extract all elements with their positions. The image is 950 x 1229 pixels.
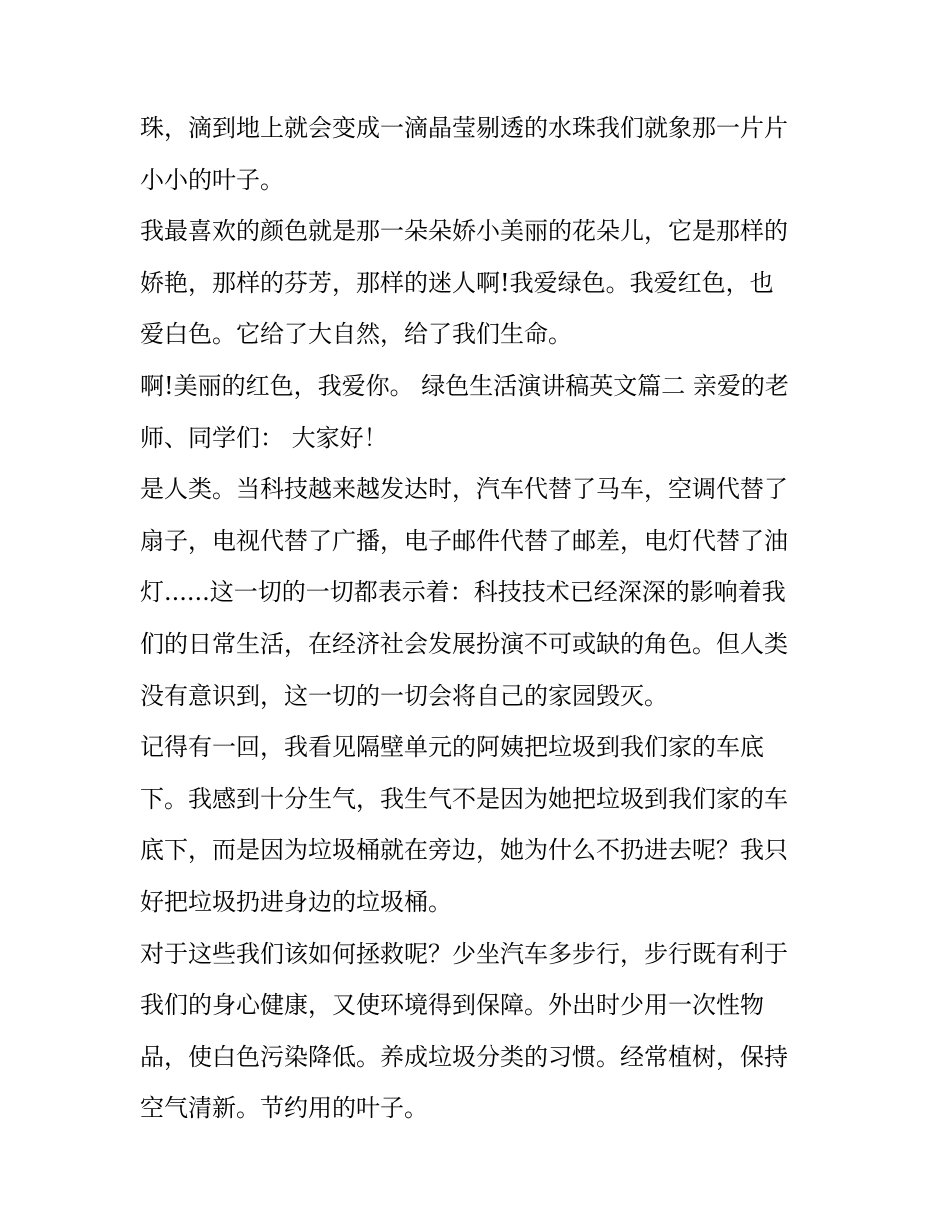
text-line: 记得有一回，我看见隔壁单元的阿姨把垃圾到我们家的车底 [140, 733, 764, 762]
text-line: 珠，滴到地上就会变成一滴晶莹剔透的水珠我们就象那一片片 [140, 114, 788, 142]
text-line: 我最喜欢的颜色就是那一朵朵娇小美丽的花朵儿，它是那样的 [140, 217, 788, 246]
text-line: 小小的叶子。 [140, 165, 284, 194]
text-line: 好把垃圾扔进身边的垃圾桶。 [140, 887, 452, 916]
text-line: 啊!美丽的红色，我爱你。 绿色生活演讲稿英文篇二 亲爱的老 [140, 371, 789, 400]
text-line: 空气清新。节约用的叶子。 [140, 1094, 428, 1123]
text-line: 我们的身心健康，又使环境得到保障。外出时少用一次性物 [140, 991, 764, 1020]
text-line: 对于这些我们该如何拯救呢？少坐汽车多步行，步行既有利于 [140, 939, 788, 968]
body-text [140, 103, 820, 1135]
text-line: 灯......这一切的一切都表示着：科技技术已经深深的影响着我 [140, 578, 786, 607]
text-line: 底下，而是因为垃圾桶就在旁边，她为什么不扔进去呢？我只 [140, 836, 788, 865]
text-line: 下。我感到十分生气，我生气不是因为她把垃圾到我们家的车 [140, 784, 788, 813]
text-line: 品，使白色污染降低。养成垃圾分类的习惯。经常植树，保持 [140, 1042, 788, 1071]
text-line: 没有意识到，这一切的一切会将自己的家园毁灭。 [140, 681, 668, 710]
text-line: 们的日常生活，在经济社会发展扮演不可或缺的角色。但人类 [140, 629, 788, 658]
text-line: 师、同学们： 大家好！ [140, 423, 388, 452]
text-line: 扇子，电视代替了广播，电子邮件代替了邮差，电灯代替了油 [140, 526, 788, 555]
text-line: 娇艳，那样的芬芳，那样的迷人啊!我爱绿色。我爱红色，也 [140, 268, 774, 297]
text-line: 爱白色。它给了大自然，给了我们生命。 [140, 320, 572, 349]
text-line: 是人类。当科技越来越发达时，汽车代替了马车，空调代替了 [140, 475, 788, 504]
